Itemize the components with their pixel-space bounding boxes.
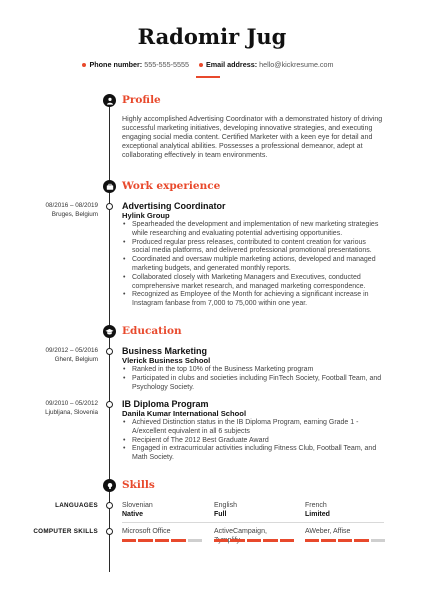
briefcase-icon — [103, 180, 116, 193]
skill-level-segment — [305, 539, 319, 542]
language-level: Full — [214, 511, 227, 518]
graduation-cap-icon — [103, 325, 116, 338]
user-icon — [103, 94, 116, 107]
profile-summary: Highly accomplished Advertising Coordinator with a demonstrated history of driving successful marketing initiatives, developing innovative strategies, and executing engaging social media content. Certified Marketer with a keen eye for detail and exceptional analytical abilities. Possesses a professional demeanor, adept at collaborating effectively in team environments. — [122, 115, 383, 159]
skill-level-segment — [371, 539, 385, 542]
job-bullets — [122, 221, 384, 309]
skill-level-segment — [247, 539, 261, 542]
location: Ljubljana, Slovenia — [45, 408, 98, 416]
phone-value: 555-555-5555 — [144, 60, 189, 69]
language-item — [305, 501, 385, 519]
job-title: Advertising Coordinator — [122, 201, 226, 211]
phone-label: Phone number: — [89, 60, 143, 69]
work-entry — [122, 201, 384, 309]
skill-level-segment — [122, 539, 136, 542]
timeline-dot — [106, 203, 113, 210]
skill-level-segment — [155, 539, 169, 542]
skill-level-bar — [122, 539, 202, 542]
school-name: Vlerick Business School — [122, 356, 211, 365]
company-name: Hylink Group — [122, 211, 170, 220]
list-item: • Recognized as Employee of the Month for achieving a significant increase in Instagram fanbase from 7,000 to 75,000 within one year. — [122, 291, 384, 309]
section-title-work: Work experience — [122, 180, 221, 192]
list-item: • Produced regular press releases, contributed to content creation for various social media platforms, and delivered professional promotional presentations. — [122, 239, 384, 257]
timeline-dot — [106, 502, 113, 509]
list-item: • Collaborated closely with Marketing Managers and Executives, conducted comprehensive market research, and managed marketing correspondence. — [122, 274, 384, 292]
bullet-dot-icon — [82, 63, 86, 67]
work-date-range — [20, 202, 98, 219]
education-entry — [122, 399, 384, 463]
school-name: Danila Kumar International School — [122, 409, 247, 418]
email-value[interactable]: hello@kickresume.com — [259, 60, 334, 69]
education-entry — [122, 346, 384, 392]
computer-skill-name: ActiveCampaign, — [214, 528, 267, 535]
location: Bruges, Belgium — [51, 210, 98, 218]
skill-level-segment — [354, 539, 368, 542]
skill-level-segment — [338, 539, 352, 542]
language-name: French — [305, 502, 327, 509]
language-name: English — [214, 502, 237, 509]
timeline-dot — [106, 528, 113, 535]
date-range: 09/2012 – 05/2016 — [45, 347, 98, 354]
list-item: • Coordinated and oversaw multiple marketing actions, developed and managed marketing budgets, and generated monthly reports. — [122, 256, 384, 274]
skill-level-segment — [188, 539, 202, 542]
skill-level-segment — [171, 539, 185, 542]
date-range: 08/2016 – 08/2019 — [45, 202, 98, 209]
email-label: Email address: — [205, 60, 258, 69]
language-name: Slovenian — [122, 502, 153, 509]
skills-divider — [122, 522, 384, 523]
list-item: • Participated in clubs and societies including FinTech Society, Football Team, and Psychology Society. — [122, 375, 384, 393]
skill-level-segment — [280, 539, 294, 542]
bulb-icon — [103, 479, 116, 492]
section-title-skills: Skills — [122, 479, 155, 491]
timeline-dot — [106, 348, 113, 355]
timeline-dot — [106, 401, 113, 408]
list-item: • Spearheaded the development and implementation of new marketing strategies while researching and evaluating potential advertising opportunities. — [122, 221, 384, 239]
degree-title: IB Diploma Program — [122, 399, 209, 409]
computer-skill-name: AWeber, Affise — [305, 528, 351, 535]
section-title-profile: Profile — [122, 94, 161, 106]
location: Ghent, Belgium — [54, 355, 98, 363]
language-item — [214, 501, 294, 519]
computer-skills-label: COMPUTER SKILLS — [33, 528, 98, 535]
candidate-name: Radomir Jug — [137, 24, 287, 49]
language-level: Native — [122, 511, 144, 518]
education-bullets — [122, 419, 384, 463]
contact-line — [0, 60, 424, 69]
bullet-dot-icon — [199, 63, 203, 67]
date-range: 09/2010 – 05/2012 — [45, 400, 98, 407]
education-date-range — [20, 400, 98, 417]
language-item — [122, 501, 202, 519]
computer-skill-name: Microsoft Office — [122, 528, 171, 535]
skill-level-segment — [138, 539, 152, 542]
skill-level-bar — [305, 539, 385, 542]
education-bullets — [122, 366, 384, 392]
skill-level-segment — [214, 539, 228, 542]
degree-title: Business Marketing — [122, 346, 208, 356]
list-item: • Ranked in the top 10% of the Business Marketing program — [122, 366, 384, 375]
languages-label: LANGUAGES — [55, 502, 98, 509]
language-level: Limited — [305, 511, 330, 518]
header-divider — [196, 76, 220, 78]
list-item: • Achieved Distinction status in the IB Diploma Program, earning Grade 1 - A/excellent equivalent in all 6 subjects — [122, 419, 384, 437]
education-date-range — [20, 347, 98, 364]
section-title-education: Education — [122, 325, 182, 337]
skill-level-segment — [230, 539, 244, 542]
skill-level-bar — [214, 539, 294, 542]
skill-level-segment — [263, 539, 277, 542]
list-item: • Recipient of The 2012 Best Graduate Award — [122, 437, 384, 446]
list-item: • Engaged in extracurricular activities including Fitness Club, Football Team, and Math Society. — [122, 445, 384, 463]
skill-level-segment — [321, 539, 335, 542]
